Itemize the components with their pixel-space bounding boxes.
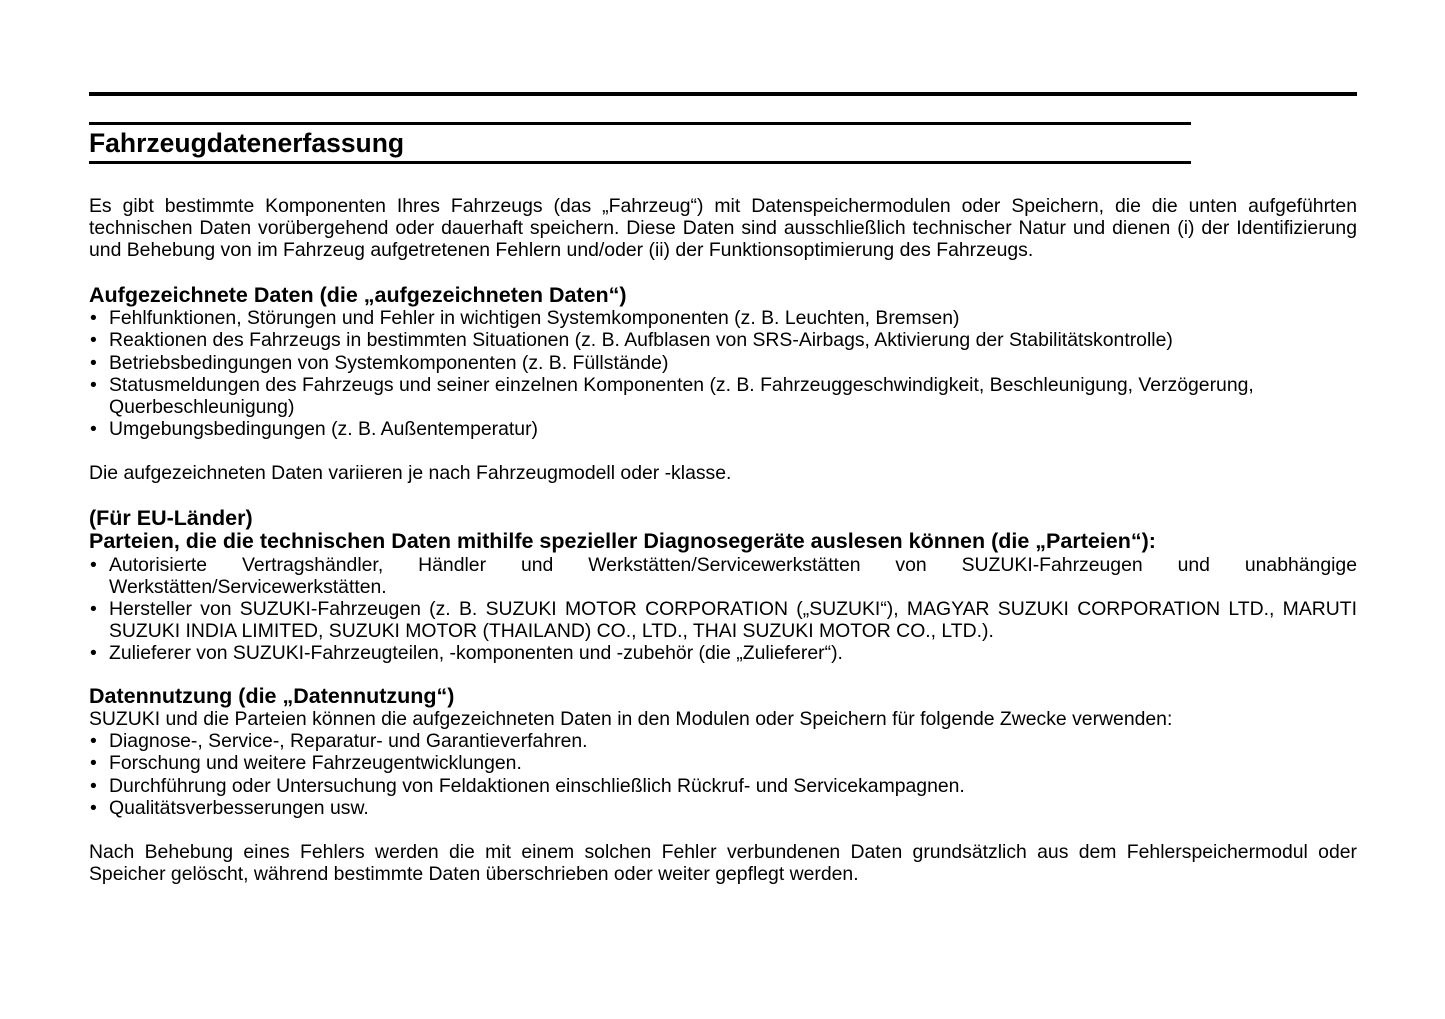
list-item: • Qualitätsverbesserungen usw. bbox=[89, 797, 1357, 819]
data-usage-intro: SUZUKI und die Parteien können die aufgezeichneten Daten in den Modulen oder Speichern für folgende Zwecke verwenden: bbox=[89, 708, 1173, 731]
list-item: • Fehlfunktionen, Störungen und Fehler in wichtigen Systemkomponenten (z. B. Leuchten, Bremsen) bbox=[89, 307, 1357, 329]
data-usage-section bbox=[89, 685, 1357, 886]
list-item: • Zulieferer von SUZUKI-Fahrzeugteilen, -komponenten und -zubehör (die „Zulieferer“). bbox=[89, 642, 1357, 664]
title-rule-upper bbox=[89, 122, 1191, 125]
recorded-data-note: Die aufgezeichneten Daten variieren je nach Fahrzeugmodell oder -klasse. bbox=[89, 462, 732, 485]
recorded-data-heading: Aufgezeichnete Daten (die „aufgezeichneten Daten“) bbox=[89, 282, 627, 307]
title-rule-lower bbox=[89, 161, 1191, 164]
page-title: Fahrzeugdatenerfassung bbox=[89, 128, 405, 158]
intro-paragraph: Es gibt bestimmte Komponenten Ihres Fahrzeugs (das „Fahrzeug“) mit Datenspeichermodulen oder Speichern, die die unten aufgeführten technischen Daten vorübergehend oder dauerhaft speichern. Diese Daten sind ausschließlich technischer Natur und dienen (i) der Identifizierung und Behebung von im Fahrzeug aufgetretenen Fehlern und/oder (ii) der Funktionsoptimierung des Fahrzeugs. bbox=[89, 195, 1357, 262]
recorded-data-list bbox=[89, 307, 1357, 440]
parties-list bbox=[89, 554, 1357, 665]
parties-section bbox=[89, 507, 1357, 665]
data-usage-list bbox=[89, 730, 1357, 819]
list-item: • Durchführung oder Untersuchung von Feldaktionen einschließlich Rückruf- und Servicekampagnen. bbox=[89, 775, 1357, 797]
list-item: • Umgebungsbedingungen (z. B. Außentemperatur) bbox=[89, 418, 1357, 440]
list-item: • Autorisierte Vertragshändler, Händler und Werkstätten/Servicewerkstätten von SUZUKI-Fahrzeugen und unabhängige Werkstätten/Servicewerkstätten. bbox=[89, 554, 1357, 598]
data-usage-heading: Datennutzung (die „Datennutzung“) bbox=[89, 683, 455, 708]
list-item: • Diagnose-, Service-, Reparatur- und Garantieverfahren. bbox=[89, 730, 1357, 752]
list-item: • Statusmeldungen des Fahrzeugs und seiner einzelnen Komponenten (z. B. Fahrzeuggeschwindigkeit, Beschleunigung, Verzögerung, Querbeschleunigung) bbox=[89, 374, 1357, 418]
top-divider bbox=[89, 92, 1357, 96]
data-usage-closing: Nach Behebung eines Fehlers werden die mit einem solchen Fehler verbundenen Daten grundsätzlich aus dem Fehlerspeichermodul oder Speicher gelöscht, während bestimmte Daten überschrieben oder weiter gepflegt werden. bbox=[89, 841, 1357, 886]
list-item: • Hersteller von SUZUKI-Fahrzeugen (z. B. SUZUKI MOTOR CORPORATION („SUZUKI“), MAGYAR SUZUKI CORPORATION LTD., MARUTI SUZUKI INDIA LIMITED, SUZUKI MOTOR (THAILAND) CO., LTD., THAI SUZUKI MOTOR CO., LTD.). bbox=[89, 598, 1357, 642]
document-body bbox=[89, 195, 1357, 885]
list-item: • Betriebsbedingungen von Systemkomponenten (z. B. Füllstände) bbox=[89, 352, 1357, 374]
list-item: • Reaktionen des Fahrzeugs in bestimmten Situationen (z. B. Aufblasen von SRS-Airbags, Aktivierung der Stabilitätskontrolle) bbox=[89, 329, 1357, 351]
list-item: • Forschung und weitere Fahrzeugentwicklungen. bbox=[89, 752, 1357, 774]
parties-heading: Parteien, die die technischen Daten mithilfe spezieller Diagnosegeräte auslesen können (die „Parteien“): bbox=[89, 529, 1156, 554]
parties-region-label: (Für EU-Länder) bbox=[89, 505, 253, 530]
recorded-data-section bbox=[89, 284, 1357, 485]
